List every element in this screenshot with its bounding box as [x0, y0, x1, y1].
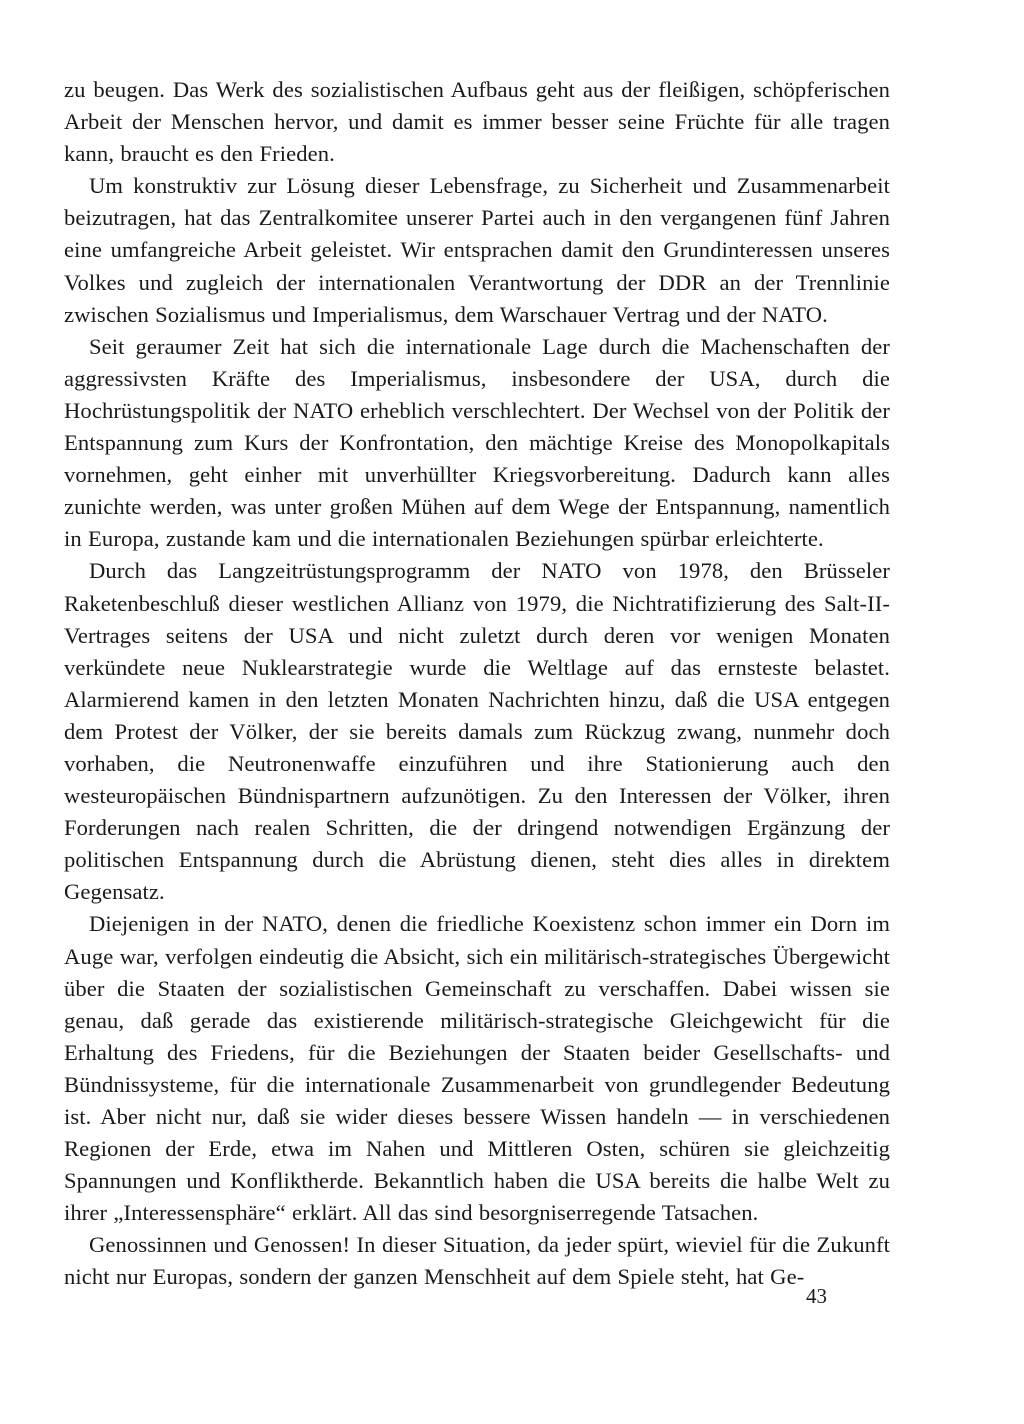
paragraph-2: Um konstruktiv zur Lösung dieser Lebensfrage, zu Sicherheit und Zusammenarbeit beizutragen, hat das Zentralkomitee unserer Partei auch in den vergangenen fünf Jahren eine umfangreiche Arbeit geleistet. Wir entsprachen damit den Grundinteressen unseres Volkes und zugleich der internationalen Verantwortung der DDR an der Trennlinie zwischen Sozialismus und Imperialismus, dem Warschauer Vertrag und der NATO.: [64, 173, 890, 327]
paragraph-3: Seit geraumer Zeit hat sich die internationale Lage durch die Machenschaften der aggressivsten Kräfte des Imperialismus, insbesondere der USA, durch die Hochrüstungspolitik der NATO erheblich verschlechtert. Der Wechsel von der Politik der Entspannung zum Kurs der Konfrontation, den mächtige Kreise des Monopolkapitals vornehmen, geht einher mit unverhüllter Kriegsvorbereitung. Dadurch kann alles zunichte werden, was unter großen Mühen auf dem Wege der Entspannung, namentlich in Europa, zustande kam und die internationalen Beziehungen spürbar erleichterte.: [64, 333, 890, 552]
page-number: 43: [806, 1284, 827, 1308]
paragraph-5: Diejenigen in der NATO, denen die friedliche Koexistenz schon immer ein Dorn im Auge war, verfolgen eindeutig die Absicht, sich ein militärisch-strategisches Übergewicht über die Staaten der sozialistischen Gemeinschaft zu verschaffen. Dabei wissen sie genau, daß gerade das existierende militärisch-strategische Gleichgewicht für die Erhaltung des Friedens, für die Beziehungen der Staaten beider Gesellschafts- und Bündnissysteme, für die internationale Zusammenarbeit von grundlegender Bedeutung ist. Aber nicht nur, daß sie wider dieses bessere Wissen handeln — in verschiedenen Regionen der Erde, etwa im Nahen und Mittleren Osten, schüren sie gleichzeitig Spannungen und Konfliktherde. Bekanntlich haben die USA bereits die halbe Welt zu ihrer „Interessensphäre“ erklärt. All das sind besorgniserregende Tatsachen.: [64, 911, 890, 1226]
paragraph-6: Genossinnen und Genossen! In dieser Situation, da jeder spürt, wieviel für die Zukunft nicht nur Europas, sondern der ganzen Menschheit auf dem Spiele steht, hat Ge-: [64, 1232, 890, 1290]
paragraph-4: Durch das Langzeitrüstungsprogramm der NATO von 1978, den Brüsseler Raketenbeschluß dieser westlichen Allianz von 1979, die Nichtratifizierung des Salt-II-Vertrages seitens der USA und nicht zuletzt durch deren vor wenigen Monaten verkündete neue Nuklearstrategie wurde die Weltlage auf das ernsteste belastet. Alarmierend kamen in den letzten Monaten Nachrichten hinzu, daß die USA entgegen dem Protest der Völker, der sie bereits damals zum Rückzug zwang, nunmehr doch vorhaben, die Neutronenwaffe einzuführen und ihre Stationierung auch den westeuropäischen Bündnispartnern aufzunötigen. Zu den Interessen der Völker, ihren Forderungen nach realen Schritten, die der dringend notwendigen Ergänzung der politischen Entspannung durch die Abrüstung dienen, steht dies alles in direktem Gegensatz.: [64, 558, 890, 905]
paragraph-1: zu beugen. Das Werk des sozialistischen Aufbaus geht aus der fleißigen, schöpferischen Arbeit der Menschen hervor, und damit es immer besser seine Früchte für alle tragen kann, braucht es den Frieden.: [64, 77, 890, 167]
document-page: [64, 74, 890, 1394]
